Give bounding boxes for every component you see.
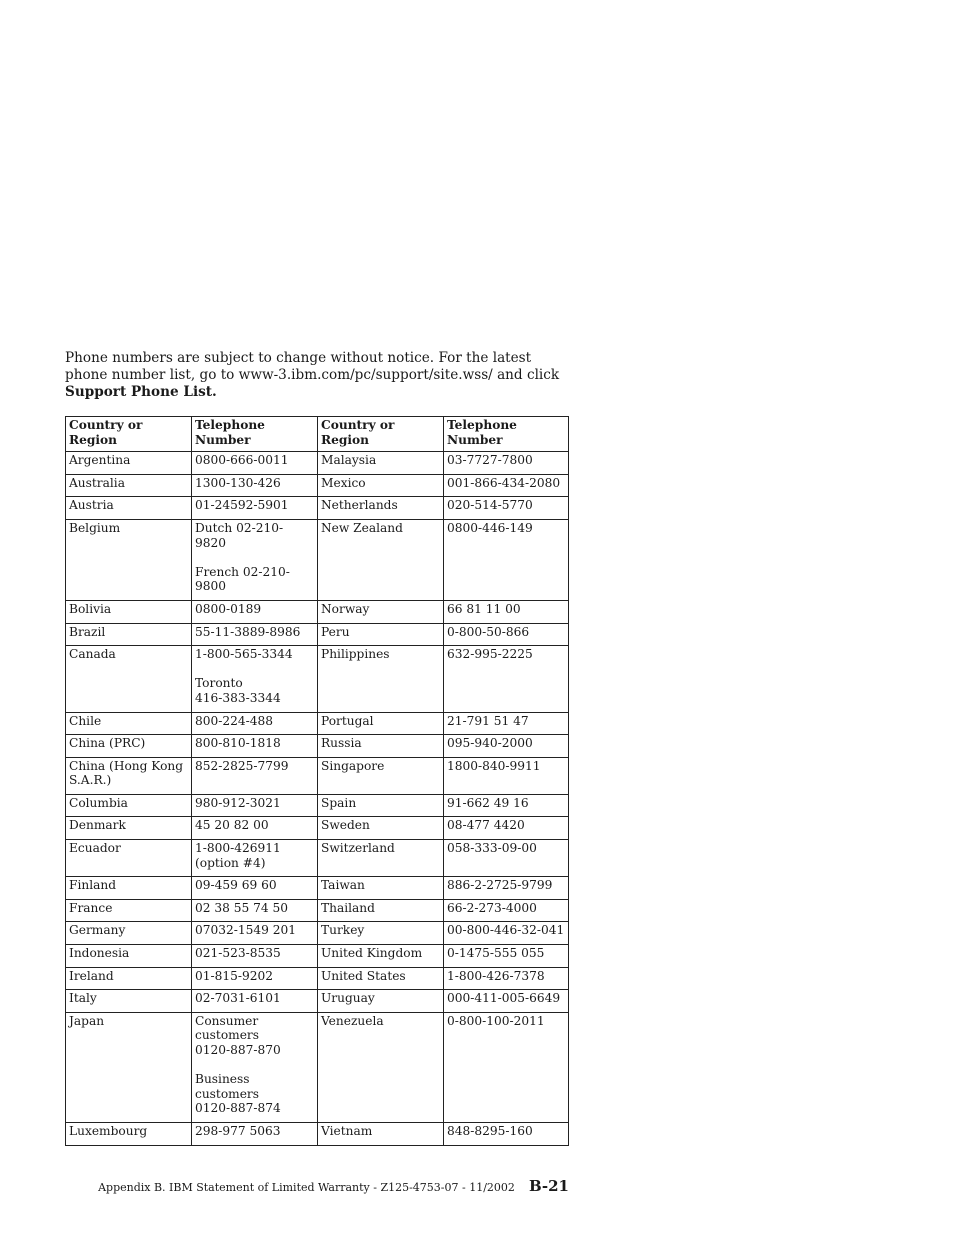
telephone-cell: 66-2-273-4000 bbox=[444, 899, 569, 922]
telephone-cell: 886-2-2725-9799 bbox=[444, 877, 569, 900]
column-header: Country or Region bbox=[66, 417, 192, 452]
telephone-cell: 021-523-8535 bbox=[192, 945, 318, 968]
telephone-cell: 0-800-50-866 bbox=[444, 623, 569, 646]
telephone-cell: 08-477 4420 bbox=[444, 817, 569, 840]
country-cell: Argentina bbox=[66, 452, 192, 475]
table-row bbox=[66, 899, 569, 922]
country-cell: Luxembourg bbox=[66, 1122, 192, 1145]
country-cell: Singapore bbox=[318, 757, 444, 794]
country-cell: China (Hong Kong S.A.R.) bbox=[66, 757, 192, 794]
telephone-cell: 800-224-488 bbox=[192, 712, 318, 735]
telephone-cell: 800-810-1818 bbox=[192, 735, 318, 758]
telephone-cell: 01-815-9202 bbox=[192, 967, 318, 990]
column-header: Telephone Number bbox=[444, 417, 569, 452]
country-cell: Italy bbox=[66, 990, 192, 1013]
intro-text: Phone numbers are subject to change without notice. For the latest phone number list, go to www-3.ibm.com/pc/support/site.wss/ and click bbox=[65, 350, 560, 383]
country-cell: Portugal bbox=[318, 712, 444, 735]
footer-text: Appendix B. IBM Statement of Limited Warranty - Z125-4753-07 - 11/2002 bbox=[98, 1181, 515, 1194]
country-cell: Germany bbox=[66, 922, 192, 945]
table-row bbox=[66, 519, 569, 600]
country-cell: Switzerland bbox=[318, 840, 444, 877]
table-row bbox=[66, 990, 569, 1013]
country-cell: Sweden bbox=[318, 817, 444, 840]
telephone-cell: 001-866-434-2080 bbox=[444, 474, 569, 497]
table-row bbox=[66, 600, 569, 623]
country-cell: Peru bbox=[318, 623, 444, 646]
country-cell: Thailand bbox=[318, 899, 444, 922]
table-row bbox=[66, 735, 569, 758]
table-header-row bbox=[66, 417, 569, 452]
country-cell: Australia bbox=[66, 474, 192, 497]
telephone-cell: 09-459 69 60 bbox=[192, 877, 318, 900]
country-cell: Indonesia bbox=[66, 945, 192, 968]
telephone-cell: 01-24592-5901 bbox=[192, 497, 318, 520]
table-row bbox=[66, 945, 569, 968]
telephone-cell: 852-2825-7799 bbox=[192, 757, 318, 794]
table-body bbox=[66, 452, 569, 1145]
telephone-cell: 000-411-005-6649 bbox=[444, 990, 569, 1013]
table-row bbox=[66, 1122, 569, 1145]
telephone-cell: 66 81 11 00 bbox=[444, 600, 569, 623]
country-cell: Belgium bbox=[66, 519, 192, 600]
telephone-cell: 00-800-446-32-041 bbox=[444, 922, 569, 945]
country-cell: Philippines bbox=[318, 646, 444, 712]
telephone-cell: 03-7727-7800 bbox=[444, 452, 569, 475]
country-cell: Bolivia bbox=[66, 600, 192, 623]
country-cell: Turkey bbox=[318, 922, 444, 945]
telephone-cell: 21-791 51 47 bbox=[444, 712, 569, 735]
country-cell: United States bbox=[318, 967, 444, 990]
country-cell: Ecuador bbox=[66, 840, 192, 877]
table-row bbox=[66, 794, 569, 817]
country-cell: Canada bbox=[66, 646, 192, 712]
telephone-cell: 0800-666-0011 bbox=[192, 452, 318, 475]
telephone-cell: Consumer customers 0120-887-870 Business customers 0120-887-874 bbox=[192, 1012, 318, 1122]
telephone-cell: 980-912-3021 bbox=[192, 794, 318, 817]
table-row bbox=[66, 474, 569, 497]
page-footer bbox=[0, 1177, 569, 1195]
country-cell: Chile bbox=[66, 712, 192, 735]
telephone-cell: 1-800-565-3344 Toronto 416-383-3344 bbox=[192, 646, 318, 712]
phone-number-table bbox=[65, 416, 569, 1146]
country-cell: Ireland bbox=[66, 967, 192, 990]
telephone-cell: 0-800-100-2011 bbox=[444, 1012, 569, 1122]
country-cell: Uruguay bbox=[318, 990, 444, 1013]
table-row bbox=[66, 817, 569, 840]
country-cell: Netherlands bbox=[318, 497, 444, 520]
table-row bbox=[66, 452, 569, 475]
telephone-cell: 0-1475-555 055 bbox=[444, 945, 569, 968]
country-cell: Mexico bbox=[318, 474, 444, 497]
telephone-cell: 07032-1549 201 bbox=[192, 922, 318, 945]
country-cell: Columbia bbox=[66, 794, 192, 817]
country-cell: New Zealand bbox=[318, 519, 444, 600]
country-cell: Brazil bbox=[66, 623, 192, 646]
table-row bbox=[66, 922, 569, 945]
table-row bbox=[66, 757, 569, 794]
telephone-cell: 848-8295-160 bbox=[444, 1122, 569, 1145]
country-cell: United Kingdom bbox=[318, 945, 444, 968]
telephone-cell: 1300-130-426 bbox=[192, 474, 318, 497]
country-cell: Austria bbox=[66, 497, 192, 520]
column-header: Country or Region bbox=[318, 417, 444, 452]
country-cell: Vietnam bbox=[318, 1122, 444, 1145]
table-row bbox=[66, 497, 569, 520]
telephone-cell: 02-7031-6101 bbox=[192, 990, 318, 1013]
country-cell: Norway bbox=[318, 600, 444, 623]
telephone-cell: 1-800-426911 (option #4) bbox=[192, 840, 318, 877]
table-row bbox=[66, 712, 569, 735]
country-cell: France bbox=[66, 899, 192, 922]
intro-paragraph bbox=[65, 350, 565, 401]
telephone-cell: 0800-446-149 bbox=[444, 519, 569, 600]
table-row bbox=[66, 623, 569, 646]
telephone-cell: 632-995-2225 bbox=[444, 646, 569, 712]
country-cell: Denmark bbox=[66, 817, 192, 840]
column-header: Telephone Number bbox=[192, 417, 318, 452]
telephone-cell: 095-940-2000 bbox=[444, 735, 569, 758]
country-cell: Spain bbox=[318, 794, 444, 817]
telephone-cell: 058-333-09-00 bbox=[444, 840, 569, 877]
telephone-cell: 298-977 5063 bbox=[192, 1122, 318, 1145]
telephone-cell: 0800-0189 bbox=[192, 600, 318, 623]
telephone-cell: 02 38 55 74 50 bbox=[192, 899, 318, 922]
country-cell: Malaysia bbox=[318, 452, 444, 475]
table-row bbox=[66, 967, 569, 990]
telephone-cell: 91-662 49 16 bbox=[444, 794, 569, 817]
table-row bbox=[66, 840, 569, 877]
country-cell: Venezuela bbox=[318, 1012, 444, 1122]
country-cell: Taiwan bbox=[318, 877, 444, 900]
support-phone-list-link-text: Support Phone List. bbox=[65, 384, 217, 400]
country-cell: Finland bbox=[66, 877, 192, 900]
country-cell: China (PRC) bbox=[66, 735, 192, 758]
country-cell: Russia bbox=[318, 735, 444, 758]
telephone-cell: 1-800-426-7378 bbox=[444, 967, 569, 990]
country-cell: Japan bbox=[66, 1012, 192, 1122]
telephone-cell: 55-11-3889-8986 bbox=[192, 623, 318, 646]
telephone-cell: Dutch 02-210-9820 French 02-210-9800 bbox=[192, 519, 318, 600]
telephone-cell: 020-514-5770 bbox=[444, 497, 569, 520]
telephone-cell: 1800-840-9911 bbox=[444, 757, 569, 794]
page-number: B-21 bbox=[528, 1177, 569, 1195]
telephone-cell: 45 20 82 00 bbox=[192, 817, 318, 840]
table-row bbox=[66, 877, 569, 900]
table-row bbox=[66, 1012, 569, 1122]
table-row bbox=[66, 646, 569, 712]
